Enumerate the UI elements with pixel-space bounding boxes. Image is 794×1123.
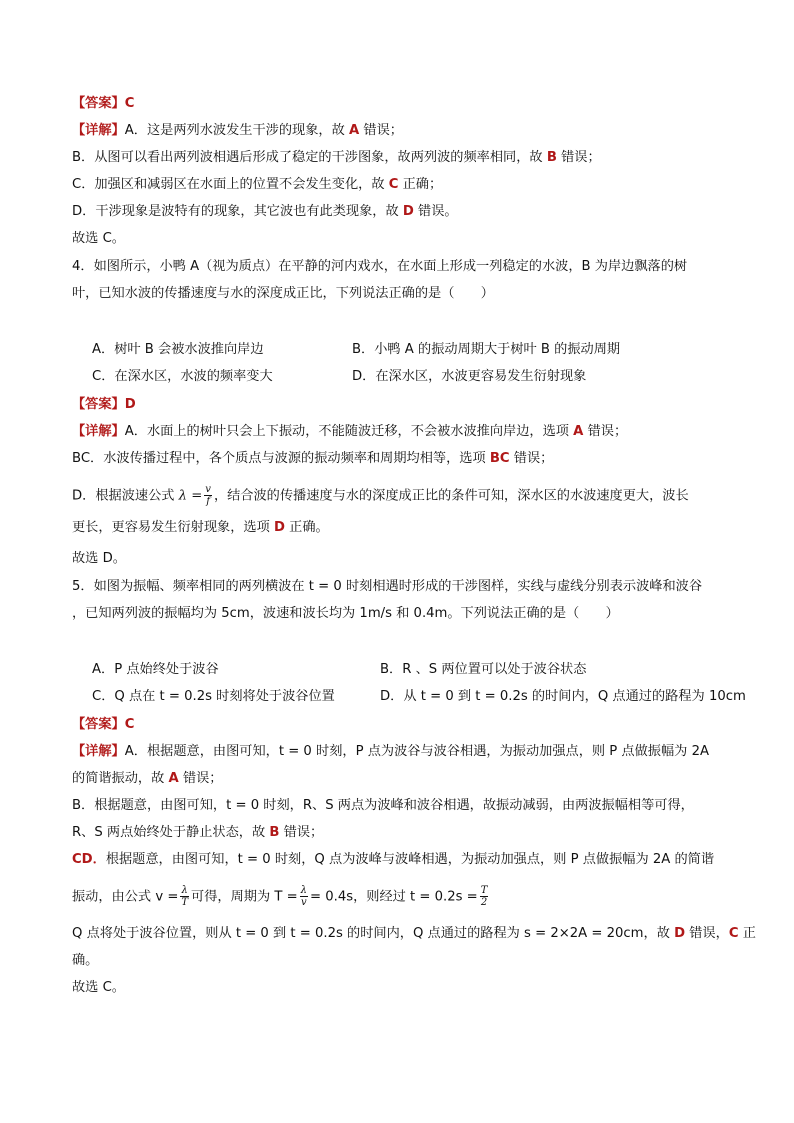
q5-detail-line-4 [72,823,323,843]
detail-text: 错误。 [418,204,458,219]
q5-detail-line-5 [72,850,714,870]
q4-conclusion: 故选 D。 [72,551,126,566]
q4-stem-line-2: 叶，已知水波的传播速度与水的深度成正比，下列说法正确的是（ ） [72,286,494,301]
detail-text: ，结合波的传播速度与水的深度成正比的条件可知，深水区的水波速度更大，波长 [213,488,689,504]
q5-option-a: A．P 点始终处于波谷 [92,662,219,677]
option-ref: C [728,926,739,941]
detail-text: A．根据题意，由图可知，t = 0 时刻，P 点为波谷与波谷相遇，为振动加强点，则 P 点做振幅为 2A [124,744,709,759]
formula-fraction: $\frac{T}{2}$ [480,885,488,908]
detail-text: 错误， [689,926,729,941]
detail-text: 错误； [561,150,601,165]
option-ref: C [388,177,399,192]
option-ref: B [546,150,557,165]
detail-text: BC．水波传播过程中，各个质点与波源的振动频率和周期均相等，选项 [72,451,486,466]
q3-detail-line-4 [72,202,458,222]
q5-stem-line-2: ，已知两列波的振幅均为 5cm，波速和波长均为 1m/s 和 0.4m。下列说法正确的是（ ） [72,606,619,621]
detail-text: D．干涉现象是波特有的现象，其它波也有此类现象，故 [72,204,399,219]
detail-text: A．这是两列水波发生干涉的现象，故 [124,123,345,138]
q4-option-c: C．在深水区，水波的频率变大 [92,369,273,384]
detail-text: 正确； [402,177,443,192]
answer-tag: 【答案】 [72,717,125,732]
q3-conclusion: 故选 C。 [72,231,125,246]
q5-option-d: D．从 t = 0 到 t = 0.2s 的时间内，Q 点通过的路程为 10cm [380,689,746,704]
detail-tag: 【详解】 [72,123,125,138]
q5-detail-line-2 [72,769,223,789]
answer-tag: 【答案】 [72,96,125,111]
q3-answer-line [72,94,134,114]
q4-option-d: D．在深水区，水波更容易发生衍射现象 [352,369,587,384]
option-ref: A [348,123,360,138]
detail-text: 错误； [182,771,223,786]
q5-stem-line-1: 5．如图为振幅、频率相同的两列横波在 t = 0 时刻相遇时形成的干涉图样，实线与虚线分别表示波峰和波谷 [72,579,703,594]
detail-tag: 【详解】 [72,424,125,439]
detail-text: A．水面上的树叶只会上下振动，不能随波迁移，不会被水波推向岸边，选项 [124,424,569,439]
answer-value: C [124,96,135,111]
detail-text: 错误； [513,451,554,466]
q4-detail-line-3 [72,484,689,507]
q4-detail-line-4 [72,518,329,538]
q4-answer-line [72,395,136,415]
detail-text: 更长，更容易发生衍射现象，选项 [72,520,270,535]
option-ref: A [573,424,584,439]
detail-text: 错误； [283,825,324,840]
q5-detail-line-3: B．根据题意，由图可知，t = 0 时刻，R、S 两点为波峰和波谷相遇，故振动减弱，由两波振幅相等可得， [72,798,694,813]
option-ref: B [269,825,280,840]
detail-text: 可得，周期为 T = [191,889,298,905]
formula-lambda: λ = [178,488,203,504]
option-ref: D [274,520,285,535]
q5-detail-line-1 [72,742,709,762]
detail-text: 正 [742,926,756,941]
detail-text: C．加强区和减弱区在水面上的位置不会发生变化，故 [72,177,385,192]
detail-text: 错误； [587,424,628,439]
option-ref: BC [489,451,510,466]
q3-detail-line-1 [72,121,403,141]
detail-text: = 0.4s，则经过 t = 0.2s = [310,889,478,905]
detail-text: B．从图可以看出两列波相遇后形成了稳定的干涉图象，故两列波的频率相同，故 [72,150,543,165]
option-ref: A [168,771,179,786]
q4-detail-line-2 [72,449,553,469]
q5-conclusion: 故选 C。 [72,980,125,995]
detail-tag: 【详解】 [72,744,125,759]
answer-value: C [124,717,135,732]
detail-text: D．根据波速公式 [72,488,175,504]
q5-detail-line-6 [72,885,490,908]
q5-detail-line-8: 确。 [72,953,99,968]
detail-text: 错误； [363,123,403,138]
detail-text: 根据题意，由图可知，t = 0 时刻，Q 点为波峰与波峰相遇，为振动加强点，则 P 点做振幅为 2A 的简谐 [105,852,715,867]
detail-text: R、S 两点始终处于静止状态，故 [72,825,266,840]
detail-text: Q 点将处于波谷位置，则从 t = 0 到 t = 0.2s 的时间内，Q 点通过的路程为 s = 2×2A = 20cm，故 [72,926,670,941]
detail-text: 振动，由公式 v = [72,889,179,905]
q4-option-b: B．小鸭 A 的振动周期大于树叶 B 的振动周期 [352,342,621,357]
q5-option-b: B．R 、S 两位置可以处于波谷状态 [380,662,587,677]
q5-option-c: C．Q 点在 t = 0.2s 时刻将处于波谷位置 [92,689,335,704]
q3-detail-line-3 [72,175,442,195]
formula-fraction: $\frac{\lambda}{T}$ [181,885,189,908]
option-ref: CD． [72,852,106,867]
formula-fraction: $\frac{v}{f}$ [205,484,211,507]
detail-text: 正确。 [289,520,329,535]
q5-detail-line-7 [72,924,756,944]
q4-detail-line-1 [72,422,627,442]
q3-detail-line-2 [72,148,601,168]
option-ref: D [674,926,686,941]
answer-tag: 【答案】 [72,397,125,412]
q4-stem-line-1: 4．如图所示，小鸭 A（视为质点）在平静的河内戏水，在水面上形成一列稳定的水波，B 为岸边飘落的树 [72,259,688,274]
q5-answer-line [72,715,134,735]
q4-option-a: A．树叶 B 会被水波推向岸边 [92,342,264,357]
formula-fraction: $\frac{\lambda}{v}$ [300,885,308,908]
answer-value: D [124,397,136,412]
option-ref: D [402,204,414,219]
detail-text: 的简谐振动，故 [72,771,165,786]
